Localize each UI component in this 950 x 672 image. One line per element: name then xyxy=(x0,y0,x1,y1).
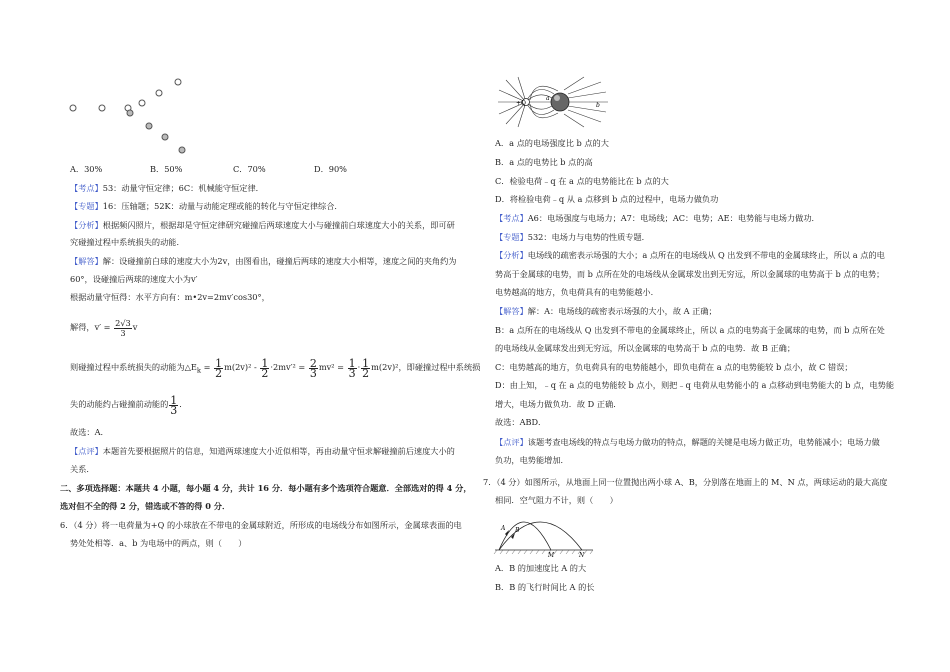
kaodian-tag: 【考点】 xyxy=(70,183,103,193)
jieda-equation-1 xyxy=(70,312,137,342)
white-ball-image-2 xyxy=(99,105,105,111)
r-fenxi-tag: 【分析】 xyxy=(495,250,528,260)
jieda-text-3: 根据动量守恒得：水平方向有：m•2v=2mv′cos30°， xyxy=(70,292,270,302)
r-dianping-tag: 【点评】 xyxy=(495,437,528,447)
r-jieda-text-2: B：a 点所在的电场线从 Q 出发到不带电的金属球终止，所以 a 点的电势高于金属球的电势，而 b 点所在处 xyxy=(495,325,885,335)
ball-up-image-1 xyxy=(139,100,145,106)
left-answer: 故选：A． xyxy=(70,427,109,437)
option-d: D．90% xyxy=(314,164,347,174)
q7-option-b: B．B 的飞行时间比 A 的长 xyxy=(495,582,595,592)
r-jieda-text-4: C：电势越高的地方，负电荷具有的电势能越小，即负电荷在 a 点的电势能较 b 点小，故 C 错误； xyxy=(495,362,853,372)
jieda-text-2: 60°，设碰撞后两球的速度大小为v′ xyxy=(70,274,198,284)
ball-down-image-3 xyxy=(162,134,168,140)
r-zhuanti-tag: 【专题】 xyxy=(495,232,528,242)
option-row xyxy=(70,164,102,175)
ball-down-image-1 xyxy=(127,110,133,116)
jieda-equation-3: 失的动能约占碰撞前动能的 $\frac{1}{3}$ ． xyxy=(70,393,188,417)
eq2-frac-5: $\frac{1}{2}$ xyxy=(362,356,370,380)
r-fenxi-text-3: 电势越高的地方，负电荷具有的电势能越小． xyxy=(495,287,659,297)
r-zhuanti-line: 【专题】532：电场力与电势的性质专题． xyxy=(495,232,650,242)
fenxi-text-1: 根据频闪照片，根据却是守恒定律研究碰撞后两球速度大小与碰撞前白球速度大小的关系，即可研 xyxy=(102,220,455,230)
eq2-frac-1: $\frac{1}{2}$ xyxy=(215,356,223,380)
eq1-num: 2√3 xyxy=(115,317,131,328)
eq1-suffix: v xyxy=(132,322,138,332)
fenxi-line-1 xyxy=(70,220,455,231)
q7-option-a: A．B 的加速度比 A 的大 xyxy=(495,563,587,573)
dianping-tag: 【点评】 xyxy=(70,446,103,456)
r-jieda-text-3: 的电场线从金属球发出到无穷远，所以金属球的电势高于 b 点的电势．故 B 正确； xyxy=(495,343,796,353)
eq3-frac: $\frac{1}{3}$ xyxy=(170,393,178,417)
option-b: B．50% xyxy=(150,164,183,174)
eq1-fraction xyxy=(114,319,132,338)
eq1-den: 3 xyxy=(120,327,126,338)
r-dianping-line-1: 【点评】该题考查电场线的特点与电场力做功的特点，解题的关键是电场力做正功，电势能减小；电场力做 xyxy=(495,437,880,447)
r-jieda-text-6: 增大，电场力做负功．故 D 正确． xyxy=(495,399,622,409)
q6-option-a: A．a 点的电场强度比 b 点的大 xyxy=(495,138,609,148)
section-heading-1: 二、多项选择题：本题共 4 小题，每小题 4 分，共计 16 分．每小题有多个选项符合题意．全部选对的得 4 分， xyxy=(60,483,472,493)
eq2-eq: = xyxy=(203,362,211,372)
dianping-line-1: 【点评】本题首先要根据照片的信息，知道两球速度大小近似相等，再由动量守恒求解碰撞前后速度大小的 xyxy=(70,446,455,456)
q6-line-1: 6．（4 分）将一电荷量为+Q 的小球放在不带电的金属球附近，所形成的电场线分布如图所示，金属球表面的电 xyxy=(60,520,462,530)
r-dianping-text-2: 负功，电势能增加． xyxy=(495,455,569,465)
ball-up-image-2 xyxy=(156,90,162,96)
trajectory-b xyxy=(499,522,582,550)
ball-down-image-4 xyxy=(179,147,185,153)
zhuanti-tag: 【专题】 xyxy=(70,201,103,211)
r-jieda-text-5: D：由上知，﹣q 在 a 点的电势能较 b 点小，则把﹣q 电荷从电势能小的 a 点移动到电势能大的 b 点，电势能 xyxy=(495,380,895,390)
option-c: C．70% xyxy=(233,164,266,174)
jieda-equation-2: 则碰撞过程中系统损失的动能为$\triangle E_k$ = $\frac{1}{2}$ m(2v)² - $\frac{1}{2}$ ·2mv′² = $\frac{2}{3}$ mv² = $\frac{1}{3}$ · $\frac{1}{2}$ m(2v)²，即碰撞过程中系统损 xyxy=(70,356,481,380)
ball-b-label: B xyxy=(515,527,520,534)
white-ball-image-1 xyxy=(70,105,76,111)
fenxi-tag: 【分析】 xyxy=(70,220,103,230)
kaodian-line xyxy=(70,183,264,194)
ball-a-label: A xyxy=(501,525,506,532)
ball-up-image-3 xyxy=(175,79,181,85)
right-answer: 故选：ABD． xyxy=(495,417,547,427)
q7-line-2: 相同．空气阻力不计，则（ ） xyxy=(495,495,618,505)
r-kaodian-tag: 【考点】 xyxy=(495,213,528,223)
dianping-text-2: 关系． xyxy=(70,464,95,474)
point-m-label: M xyxy=(548,552,555,557)
eq2-frac-4: $\frac{1}{3}$ xyxy=(348,356,356,380)
eq1-prefix: 解得，v′ = xyxy=(70,322,111,332)
charge-label: +Q xyxy=(516,100,526,107)
point-n-label: N xyxy=(579,552,585,557)
section-heading-2: 选对但不全的得 2 分，错选或不答的得 0 分． xyxy=(60,501,231,511)
projectile-figure xyxy=(493,512,598,557)
zhuanti-text: 16：压轴题；52K：动量与动能定理或能的转化与守恒定律综合． xyxy=(102,201,343,211)
eq2-suffix: ，即碰撞过程中系统损 xyxy=(398,362,481,372)
electric-field-figure xyxy=(496,76,611,128)
jieda-text-1: 解：设碰撞前白球的速度大小为2v，由图看出，碰撞后两球的速度大小相等，速度之间的夹角约为 xyxy=(102,256,457,266)
point-a-label: a xyxy=(546,95,550,102)
r-fenxi-text-2: 势高于金属球的电势，而 b 点所在处的电场线从金属球发出到无穷远，所以金属球的电势高于 b 点的电势； xyxy=(495,269,885,279)
jieda-line-1 xyxy=(70,256,456,267)
eq2-frac-2: $\frac{1}{2}$ xyxy=(261,356,269,380)
q7-line-1: 7．（4 分）如图所示，从地面上同一位置抛出两小球 A、B，分别落在地面上的 M、N 点，两球运动的最大高度 xyxy=(483,477,888,487)
metal-ball xyxy=(551,93,569,111)
collision-photo-figure xyxy=(60,76,200,156)
q6-line-2: 势处处相等．a、b 为电场中的两点，则（ ） xyxy=(70,538,247,548)
r-jieda-line-1: 【解答】解：A：电场线的疏密表示场强的大小，故 A 正确； xyxy=(495,306,717,316)
kaodian-text: 53：动量守恒定律；6C：机械能守恒定律． xyxy=(102,183,264,193)
option-a: A．30% xyxy=(70,164,103,174)
eq2-sub: k xyxy=(196,366,202,375)
q6-option-d: D．将检验电荷﹣q 从 a 点移到 b 点的过程中，电场力做负功 xyxy=(495,194,719,204)
q6-option-c: C．检验电荷﹣q 在 a 点的电势能比在 b 点的大 xyxy=(495,176,669,186)
fenxi-text-2: 究碰撞过程中系统损失的动能． xyxy=(70,237,185,247)
r-fenxi-line-1: 【分析】电场线的疏密表示场强的大小；a 点所在的电场线从 Q 出发到不带电的金属球终止，所以 a 点的电 xyxy=(495,250,885,260)
eq2-frac-3: $\frac{2}{3}$ xyxy=(309,356,317,380)
eq2-prefix: 则碰撞过程中系统损失的动能为△E xyxy=(70,362,197,372)
ball-down-image-2 xyxy=(146,123,152,129)
jieda-tag: 【解答】 xyxy=(70,256,103,266)
q6-option-b: B．a 点的电势比 b 点的高 xyxy=(495,157,593,167)
point-b-label: b xyxy=(596,102,600,109)
r-kaodian-line: 【考点】A6：电场强度与电场力；A7：电场线；AC：电势；AE：电势能与电场力做功． xyxy=(495,213,820,223)
r-jieda-tag: 【解答】 xyxy=(495,306,528,316)
zhuanti-line xyxy=(70,201,343,212)
